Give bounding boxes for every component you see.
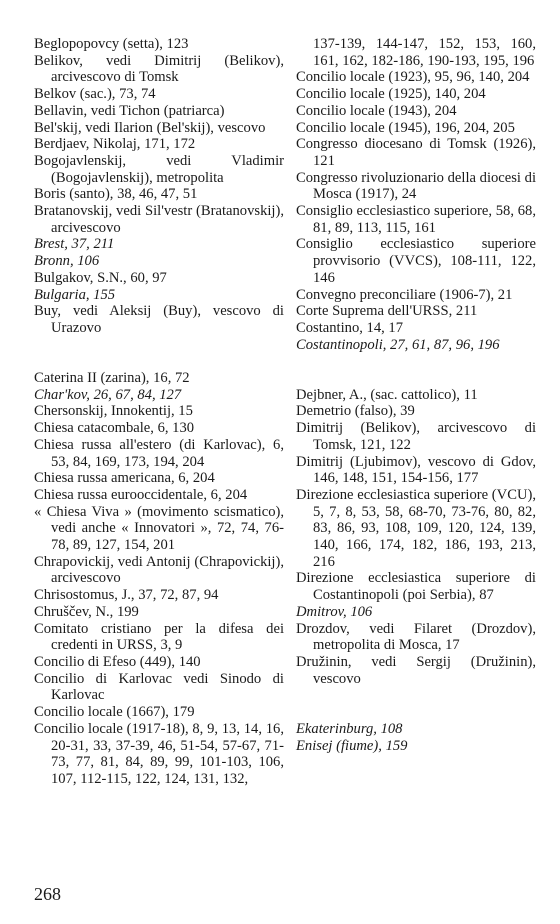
index-entry: Concilio locale (1667), 179 [34, 704, 195, 721]
index-entry: Bel'skij, vedi Ilarion (Bel'skij), vescovo [34, 119, 266, 136]
index-entry: Bulgaria, 155 [34, 286, 116, 303]
index-entry: Concilio di Efeso (449), 140 [34, 654, 201, 670]
index-entry: Boris (santo), 38, 46, 47, 51 [34, 186, 198, 203]
index-entry: Berdjaev, Nikolaj, 171, 172 [34, 136, 196, 153]
index-entry: Beglopopovcy (setta), 123 [34, 36, 189, 52]
index-entry: Convegno preconciliare (1906-7), 21 [296, 286, 513, 303]
index-entry: Char'kov, 26, 67, 84, 127 [34, 386, 182, 403]
index-entry: Chrisostomus, J., 37, 72, 87, 94 [34, 587, 219, 604]
index-entry: Dmitrov, 106 [296, 603, 373, 620]
index-entry: Chrapovickij, vedi Antonij (Chrapovickij), arcivescovo [34, 553, 284, 587]
index-entry: Enisej (fiume), 159 [296, 737, 408, 754]
letter-group-gap [296, 687, 536, 720]
index-entry: Ekaterinburg, 108 [296, 720, 403, 737]
index-entry: Družinin, vedi Sergij (Družinin), vescovo [296, 654, 536, 687]
index-entry: Brest, 37, 211 [34, 236, 115, 253]
index-entry: Direzione ecclesiastica superiore di Costantinopoli (poi Serbia), 87 [296, 570, 536, 604]
index-column-left [34, 36, 284, 788]
index-entry: Concilio locale (1925), 140, 204 [296, 86, 486, 103]
index-entry: Dimitrij (Belikov), arcivescovo di Tomsk, 121, 122 [296, 420, 536, 453]
index-entry: Chiesa russa all'estero (di Karlovac), 6, 53, 84, 169, 173, 194, 204 [34, 436, 284, 470]
index-entry: Caterina II (zarina), 16, 72 [34, 370, 190, 387]
index-entry: Chiesa russa eurooccidentale, 6, 204 [34, 486, 248, 503]
index-entry: Bratanovskij, vedi Sil'vestr (Bratanovskij), arcivescovo [34, 203, 284, 236]
index-entry: Chiesa russa americana, 6, 204 [34, 470, 215, 487]
index-entry: Congresso diocesano di Tomsk (1926), 121 [296, 136, 536, 169]
index-entry: Chruščev, N., 199 [34, 603, 139, 620]
index-entry: Chersonskij, Innokentij, 15 [34, 403, 193, 420]
index-entry: Comitato cristiano per la difesa dei credenti in URSS, 3, 9 [34, 620, 284, 654]
index-entry: Belkov (sac.), 73, 74 [34, 86, 156, 103]
index-entry: Bulgakov, S.N., 60, 97 [34, 269, 167, 286]
index-entry: Concilio di Karlovac vedi Sinodo di Karlovac [34, 670, 284, 704]
index-entry: Concilio locale (1945), 196, 204, 205 [296, 119, 515, 136]
index-entry: Belikov, vedi Dimitrij (Belikov), arcivescovo di Tomsk [34, 52, 284, 86]
index-entry: « Chiesa Viva » (movimento scismatico), vedi anche « Innovatori », 72, 74, 76-78, 89, 127, 154, 201 [34, 503, 284, 554]
index-entry: Drozdov, vedi Filaret (Drozdov), metropolita di Mosca, 17 [296, 620, 536, 654]
index-entry: Direzione ecclesiastica superiore (VCU), 5, 7, 8, 53, 58, 68-70, 73-76, 80, 82, 83, 86, 93, 108, 109, 120, 124, 139, 140, 166, 174, 182, 186, 193, 213, 216 [296, 486, 536, 570]
index-entry: Concilio locale (1923), 95, 96, 140, 204 [296, 69, 530, 86]
index-entry: Bellavin, vedi Tichon (patriarca) [34, 102, 225, 119]
index-entry: Buy, vedi Aleksij (Buy), vescovo di Urazovo [34, 303, 284, 336]
index-entry: Corte Suprema dell'URSS, 211 [296, 303, 478, 320]
index-entry: Bogojavlenskij, vedi Vladimir (Bogojavlenskij), metropolita [34, 152, 284, 186]
letter-group-gap [34, 337, 284, 370]
index-entry: Dimitrij (Ljubimov), vescovo di Gdov, 146, 148, 151, 154-156, 177 [296, 453, 536, 487]
index-entry: Costantino, 14, 17 [296, 319, 404, 336]
page-number: 268 [34, 884, 61, 904]
index-entry: Congresso rivoluzionario della diocesi di Mosca (1917), 24 [296, 169, 536, 203]
index-entry: Concilio locale (1917-18), 8, 9, 13, 14, 16, 20-31, 33, 37-39, 46, 51-54, 57-67, 71-73, 77, 81, 84, 89, 99, 101-103, 106, 107, 112-115, 122, 124, 131, 132, [34, 720, 284, 787]
index-entry: Consiglio ecclesiastico superiore, 58, 68, 81, 89, 113, 115, 161 [296, 203, 536, 236]
index-entry-continuation: 137-139, 144-147, 152, 153, 160, 161, 162, 182-186, 190-193, 195, 196 [313, 36, 536, 69]
index-entry: Costantinopoli, 27, 61, 87, 96, 196 [296, 336, 500, 353]
index-entry: Dejbner, A., (sac. cattolico), 11 [296, 386, 478, 403]
index-entry: Chiesa catacombale, 6, 130 [34, 420, 195, 437]
index-entry: Demetrio (falso), 39 [296, 403, 415, 420]
index-entry: Bronn, 106 [34, 253, 100, 270]
index-entry: Consiglio ecclesiastico superiore provvisorio (VVCS), 108-111, 122, 146 [296, 236, 536, 286]
index-column-right [296, 36, 536, 754]
index-entry: Concilio locale (1943), 204 [296, 102, 457, 119]
letter-group-gap [296, 353, 536, 386]
